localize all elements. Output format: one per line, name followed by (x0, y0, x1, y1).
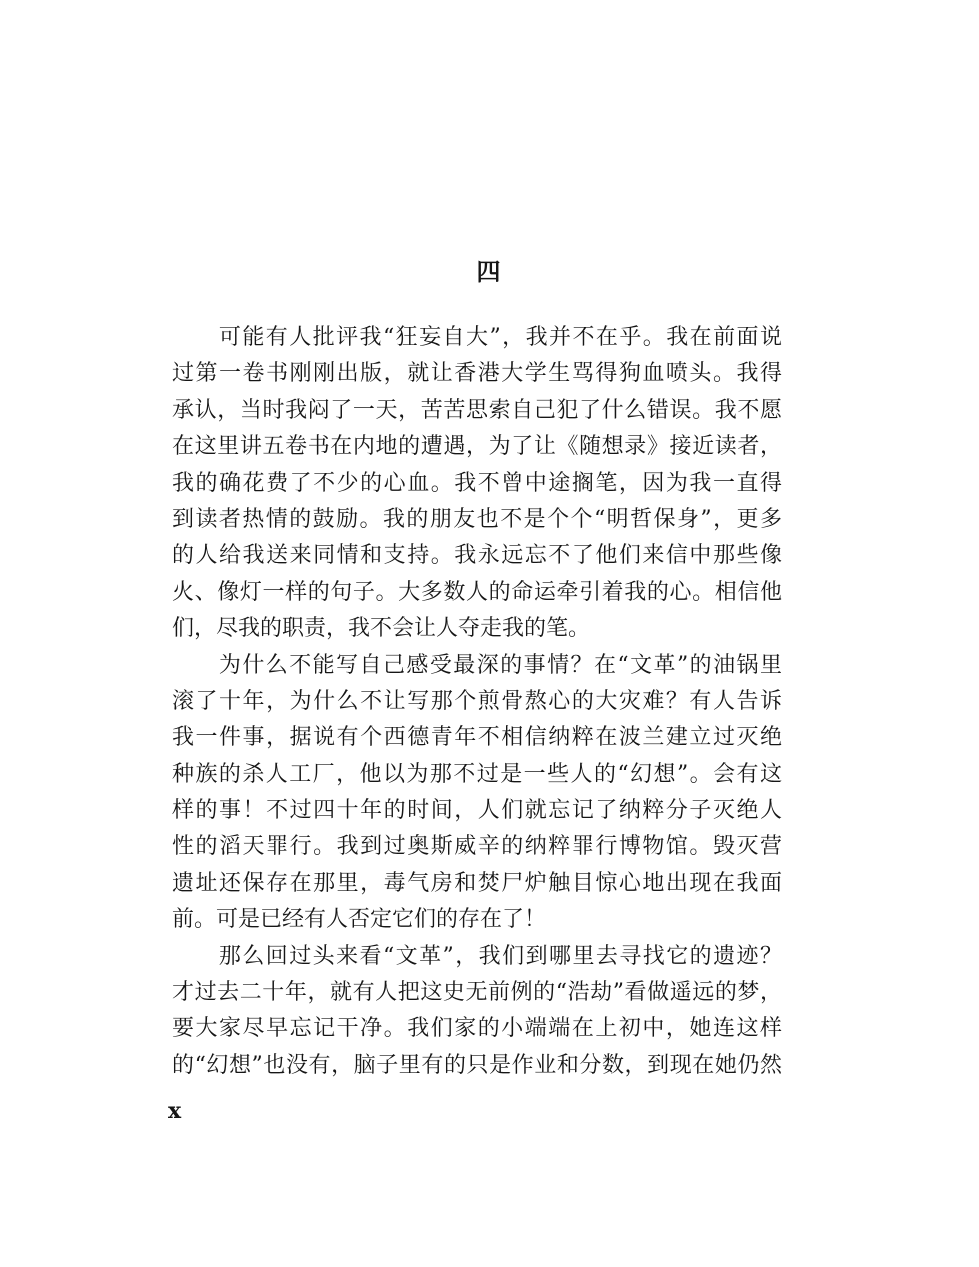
text-line: 样的事！不过四十年的时间，人们就忘记了纳粹分子灭绝人 (172, 798, 782, 824)
text-line: 过第一卷书刚刚出版，就让香港大学生骂得狗血喷头。我得 (172, 361, 782, 387)
text-line: 到读者热情的鼓励。我的朋友也不是个个“明哲保身”，更多 (172, 506, 782, 532)
body-text (172, 320, 782, 1084)
text-line: 为什么不能写自己感受最深的事情？在“文革”的油锅里 (172, 652, 782, 678)
text-line: 承认，当时我闷了一天，苦苦思索自己犯了什么错误。我不愿 (172, 397, 782, 423)
text-line: 火、像灯一样的句子。大多数人的命运牵引着我的心。相信他 (172, 579, 782, 605)
text-line: 前。可是已经有人否定它们的存在了！ (172, 907, 547, 933)
text-line: 性的滔天罪行。我到过奥斯威辛的纳粹罪行博物馆。毁灭营 (172, 834, 782, 860)
text-line: 我的确花费了不少的心血。我不曾中途搁笔，因为我一直得 (172, 470, 782, 496)
text-line: 那么回过头来看“文革”，我们到哪里去寻找它的遗迹？ (172, 943, 782, 969)
section-heading: 四 (476, 257, 503, 286)
text-line: 遗址还保存在那里，毒气房和焚尸炉触目惊心地出现在我面 (172, 870, 782, 896)
page-number: x (168, 1098, 182, 1124)
text-line: 的“幻想”也没有，脑子里有的只是作业和分数，到现在她仍然 (172, 1052, 782, 1078)
text-line: 们，尽我的职责，我不会让人夺走我的笔。 (172, 616, 591, 642)
text-line: 的人给我送来同情和支持。我永远忘不了他们来信中那些像 (172, 543, 782, 569)
text-line: 种族的杀人工厂，他以为那不过是一些人的“幻想”。会有这 (172, 761, 782, 787)
text-line: 我一件事，据说有个西德青年不相信纳粹在波兰建立过灭绝 (172, 725, 782, 751)
text-line: 才过去二十年，就有人把这史无前例的“浩劫”看做遥远的梦， (172, 980, 782, 1006)
text-line: 滚了十年，为什么不让写那个煎骨熬心的大灾难？有人告诉 (172, 688, 782, 714)
text-line: 可能有人批评我“狂妄自大”，我并不在乎。我在前面说 (172, 325, 782, 350)
text-line: 在这里讲五卷书在内地的遭遇，为了让《随想录》接近读者， (172, 434, 782, 460)
text-line: 要大家尽早忘记干净。我们家的小端端在上初中，她连这样 (172, 1016, 782, 1042)
